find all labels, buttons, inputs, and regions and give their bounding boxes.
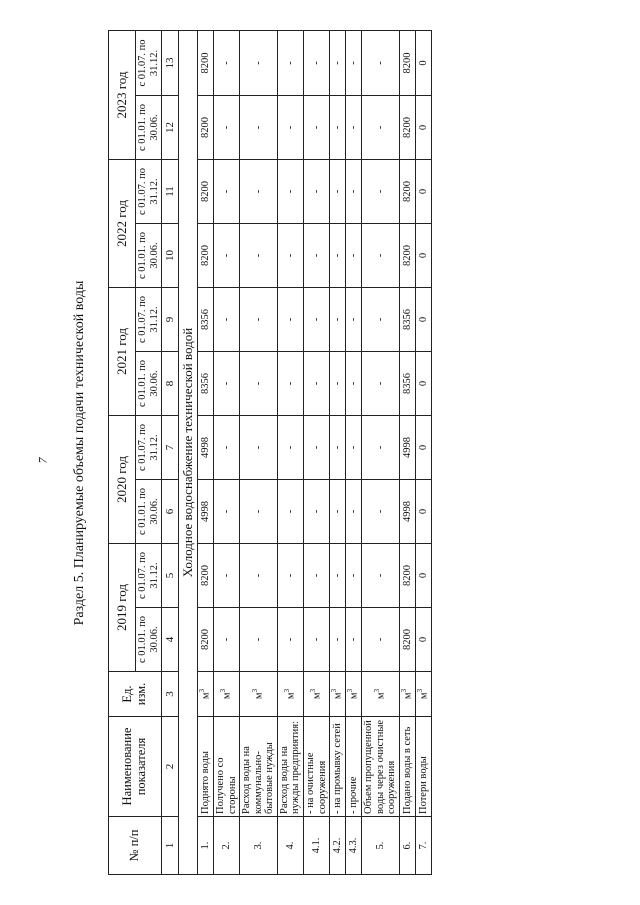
- table-row: [277, 31, 303, 875]
- value-cell: -: [214, 608, 240, 672]
- row-name: - на очистные сооружения: [303, 717, 329, 817]
- header-year-2023: 2023 год: [109, 31, 136, 160]
- row-name: Поднято воды: [198, 717, 214, 817]
- value-cell: 8200: [198, 224, 214, 288]
- value-cell: 8356: [198, 288, 214, 352]
- page-number: 7: [35, 457, 50, 464]
- row-name: - прочие: [346, 717, 362, 817]
- value-cell: -: [362, 544, 400, 608]
- value-cell: -: [303, 288, 329, 352]
- value-cell: -: [346, 96, 362, 160]
- header-period: с 01.01. по 30.06.: [136, 480, 162, 544]
- value-cell: -: [330, 224, 346, 288]
- table-row: [346, 31, 362, 875]
- value-cell: -: [346, 160, 362, 224]
- value-cell: -: [240, 416, 278, 480]
- value-cell: -: [303, 31, 329, 96]
- value-cell: -: [362, 352, 400, 416]
- value-cell: -: [214, 224, 240, 288]
- value-cell: 8200: [198, 31, 214, 96]
- value-cell: -: [214, 288, 240, 352]
- value-cell: -: [346, 544, 362, 608]
- value-cell: 8356: [399, 288, 415, 352]
- value-cell: -: [277, 352, 303, 416]
- value-cell: 8356: [399, 352, 415, 416]
- value-cell: -: [346, 608, 362, 672]
- value-cell: -: [303, 608, 329, 672]
- row-unit: $м^3$: [214, 672, 240, 717]
- value-cell: 0: [415, 608, 431, 672]
- value-cell: 8200: [399, 224, 415, 288]
- value-cell: 0: [415, 224, 431, 288]
- value-cell: -: [214, 31, 240, 96]
- value-cell: -: [346, 416, 362, 480]
- value-cell: -: [303, 160, 329, 224]
- column-number-cell: 5: [162, 544, 179, 608]
- value-cell: -: [346, 288, 362, 352]
- header-period: с 01.07. по 31.12.: [136, 160, 162, 224]
- value-cell: -: [330, 480, 346, 544]
- value-cell: -: [346, 352, 362, 416]
- value-cell: 0: [415, 352, 431, 416]
- header-period: с 01.01. по 30.06.: [136, 224, 162, 288]
- value-cell: -: [346, 480, 362, 544]
- value-cell: -: [240, 608, 278, 672]
- row-name: - на промывку сетей: [330, 717, 346, 817]
- value-cell: -: [277, 288, 303, 352]
- value-cell: 4998: [198, 416, 214, 480]
- value-cell: -: [277, 416, 303, 480]
- value-cell: -: [303, 544, 329, 608]
- water-supply-table: [108, 30, 432, 875]
- row-number: 6.: [399, 817, 415, 875]
- value-cell: -: [330, 544, 346, 608]
- column-number-cell: 3: [162, 672, 179, 717]
- value-cell: -: [277, 224, 303, 288]
- row-name: Подано воды в сеть: [399, 717, 415, 817]
- value-cell: -: [240, 544, 278, 608]
- column-number-cell: 9: [162, 288, 179, 352]
- row-number: 1.: [198, 817, 214, 875]
- row-name: Расход воды на коммунально-бытовые нужды: [240, 717, 278, 817]
- value-cell: -: [330, 608, 346, 672]
- value-cell: 8200: [198, 608, 214, 672]
- value-cell: -: [214, 352, 240, 416]
- column-number-cell: 10: [162, 224, 179, 288]
- value-cell: -: [362, 480, 400, 544]
- value-cell: -: [362, 608, 400, 672]
- table-row: [198, 31, 214, 875]
- value-cell: 8200: [198, 96, 214, 160]
- column-number-cell: 1: [162, 817, 179, 875]
- value-cell: -: [330, 96, 346, 160]
- row-number: 3.: [240, 817, 278, 875]
- table-row: [362, 31, 400, 875]
- value-cell: -: [277, 160, 303, 224]
- value-cell: -: [214, 96, 240, 160]
- value-cell: -: [240, 31, 278, 96]
- row-unit: $м^3$: [362, 672, 400, 717]
- value-cell: -: [303, 352, 329, 416]
- header-year-2021: 2021 год: [109, 288, 136, 416]
- column-number-cell: 12: [162, 96, 179, 160]
- header-unit: Ед. изм.: [109, 672, 162, 717]
- header-period: с 01.07. по 31.12.: [136, 416, 162, 480]
- row-number: 4.: [277, 817, 303, 875]
- column-number-cell: 6: [162, 480, 179, 544]
- value-cell: 4998: [399, 416, 415, 480]
- value-cell: -: [240, 96, 278, 160]
- row-unit: $м^3$: [330, 672, 346, 717]
- value-cell: -: [277, 31, 303, 96]
- value-cell: 4998: [399, 480, 415, 544]
- section-row: [179, 31, 198, 875]
- table-row: [399, 31, 415, 875]
- row-unit: $м^3$: [415, 672, 431, 717]
- column-number-cell: 8: [162, 352, 179, 416]
- header-period: с 01.07. по 31.12.: [136, 544, 162, 608]
- row-unit: $м^3$: [240, 672, 278, 717]
- value-cell: 0: [415, 480, 431, 544]
- header-period: с 01.01. по 30.06.: [136, 608, 162, 672]
- value-cell: -: [330, 31, 346, 96]
- row-name: Получено со стороны: [214, 717, 240, 817]
- header-period: с 01.07. по 31.12.: [136, 288, 162, 352]
- row-number: 4.3.: [346, 817, 362, 875]
- table-container: [108, 30, 640, 862]
- value-cell: -: [346, 31, 362, 96]
- row-name: Расход воды на нужды предприятия:: [277, 717, 303, 817]
- header-period: с 01.01. по 30.06.: [136, 352, 162, 416]
- value-cell: 4998: [198, 480, 214, 544]
- row-unit: $м^3$: [198, 672, 214, 717]
- row-name: Потери воды: [415, 717, 431, 817]
- value-cell: -: [362, 160, 400, 224]
- value-cell: 0: [415, 544, 431, 608]
- value-cell: -: [303, 416, 329, 480]
- value-cell: -: [362, 96, 400, 160]
- value-cell: 8200: [399, 160, 415, 224]
- column-number-cell: 11: [162, 160, 179, 224]
- row-unit: $м^3$: [303, 672, 329, 717]
- value-cell: -: [330, 416, 346, 480]
- value-cell: -: [330, 288, 346, 352]
- value-cell: 8200: [399, 31, 415, 96]
- value-cell: -: [277, 544, 303, 608]
- table-row: [415, 31, 431, 875]
- section-label: Холодное водоснабжение технической водой: [179, 31, 198, 875]
- value-cell: 8356: [198, 352, 214, 416]
- row-number: 2.: [214, 817, 240, 875]
- header-year-2020: 2020 год: [109, 416, 136, 544]
- value-cell: -: [240, 480, 278, 544]
- value-cell: -: [362, 224, 400, 288]
- value-cell: -: [362, 31, 400, 96]
- header-year-2022: 2022 год: [109, 160, 136, 288]
- header-name: Наименование показателя: [109, 717, 162, 817]
- value-cell: -: [214, 416, 240, 480]
- row-unit: $м^3$: [277, 672, 303, 717]
- value-cell: -: [214, 480, 240, 544]
- value-cell: 8200: [399, 96, 415, 160]
- value-cell: -: [240, 352, 278, 416]
- value-cell: 0: [415, 288, 431, 352]
- row-number: 7.: [415, 817, 431, 875]
- section-title: Раздел 5. Планируемые объемы подачи технической воды: [72, 280, 87, 626]
- value-cell: 8200: [198, 160, 214, 224]
- row-number: 4.2.: [330, 817, 346, 875]
- header-number: № п/п: [109, 817, 162, 875]
- value-cell: -: [362, 288, 400, 352]
- value-cell: -: [277, 480, 303, 544]
- value-cell: 0: [415, 31, 431, 96]
- header-period: с 01.07. по 31.12.: [136, 31, 162, 96]
- row-unit: $м^3$: [346, 672, 362, 717]
- header-year-2019: 2019 год: [109, 544, 136, 672]
- table-row: [303, 31, 329, 875]
- value-cell: -: [346, 224, 362, 288]
- row-unit: $м^3$: [399, 672, 415, 717]
- value-cell: -: [214, 160, 240, 224]
- row-name: Объем пропущенной воды через очистные сооружения: [362, 717, 400, 817]
- value-cell: 0: [415, 416, 431, 480]
- column-number-cell: 2: [162, 717, 179, 817]
- value-cell: -: [240, 160, 278, 224]
- value-cell: -: [214, 544, 240, 608]
- table-row: [240, 31, 278, 875]
- value-cell: -: [303, 224, 329, 288]
- value-cell: 8200: [399, 544, 415, 608]
- row-number: 5.: [362, 817, 400, 875]
- value-cell: 8200: [399, 608, 415, 672]
- value-cell: 0: [415, 160, 431, 224]
- value-cell: -: [303, 96, 329, 160]
- table-row: [214, 31, 240, 875]
- row-number: 4.1.: [303, 817, 329, 875]
- column-number-cell: 13: [162, 31, 179, 96]
- value-cell: -: [330, 160, 346, 224]
- value-cell: -: [240, 224, 278, 288]
- value-cell: -: [330, 352, 346, 416]
- table-row: [330, 31, 346, 875]
- column-number-cell: 7: [162, 416, 179, 480]
- value-cell: -: [277, 608, 303, 672]
- column-number-cell: 4: [162, 608, 179, 672]
- value-cell: -: [240, 288, 278, 352]
- value-cell: -: [303, 480, 329, 544]
- value-cell: -: [277, 96, 303, 160]
- value-cell: 8200: [198, 544, 214, 608]
- value-cell: -: [362, 416, 400, 480]
- header-period: с 01.01. по 30.06.: [136, 96, 162, 160]
- value-cell: 0: [415, 96, 431, 160]
- column-number-row: [162, 31, 179, 875]
